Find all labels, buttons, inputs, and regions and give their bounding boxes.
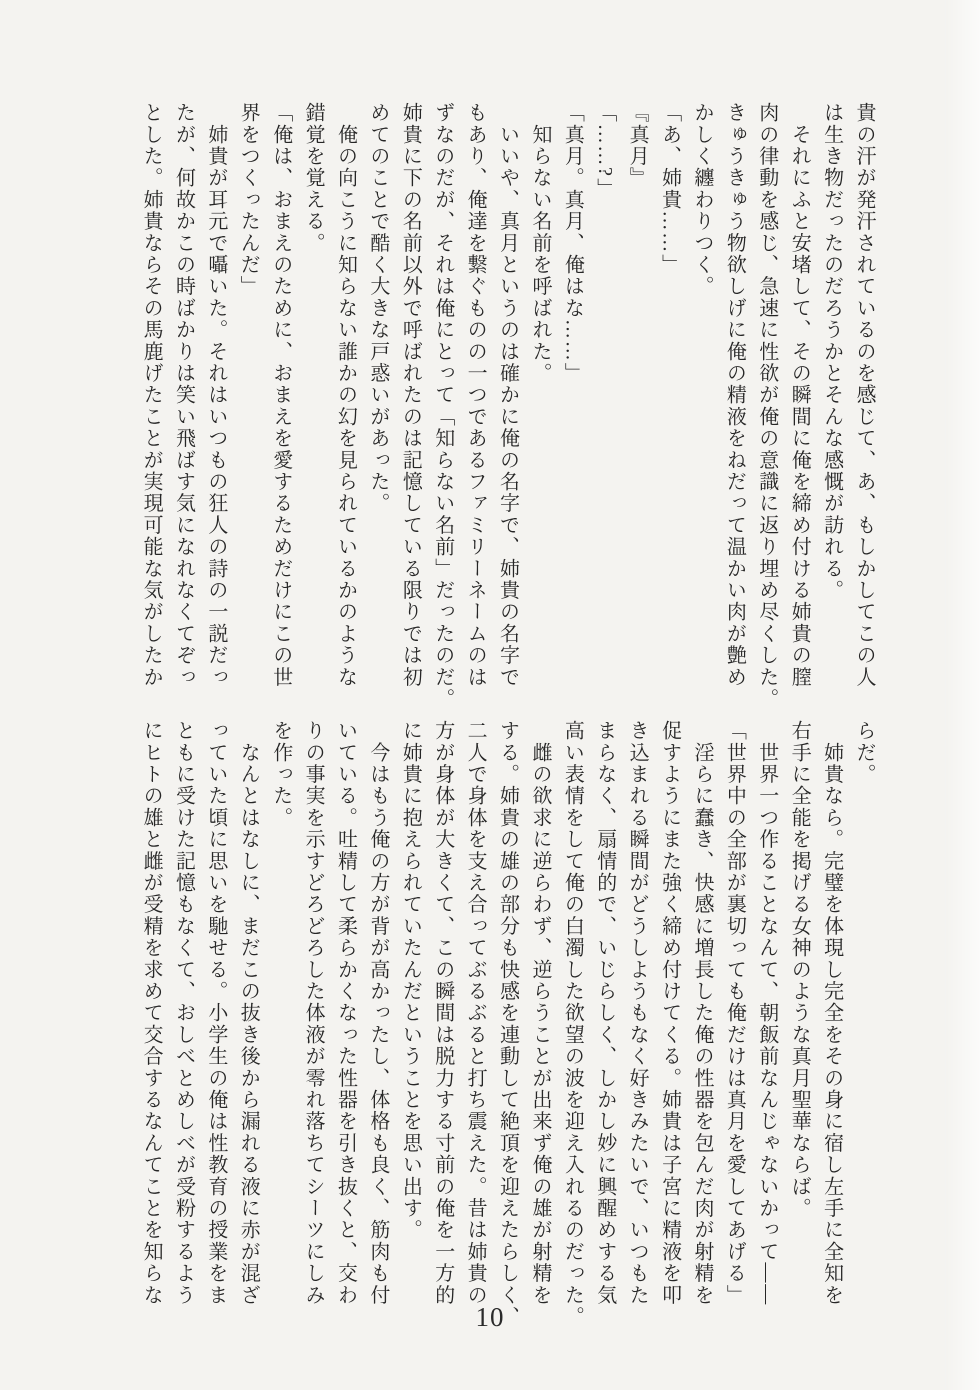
text-column: 「俺は、おまえのために、おまえを愛するためだけにこの世 [269,102,292,688]
text-column: 知らない名前を呼ばれた。 [528,102,551,385]
text-column: 右手に全能を掲げる女神のような真月聖華ならば。 [788,720,811,1220]
text-column: なんとはなしに、まだこの抜き後から漏れる液に赤が混ざ [237,720,260,1306]
text-column: 「あ、姉貴……」 [658,102,681,276]
text-column: ともに受けた記憶もなくて、おしべとめしべが受粉するよう [172,720,195,1306]
text-column: にヒトの雄と雌が受精を求めて交合するなんてことを知らな [140,720,163,1306]
text-column: 肉の律動を感じ、急速に性欲が俺の意識に返り埋め尽くした。 [755,102,778,710]
text-column: 姉貴なら。完璧を体現し完全をその身に宿し左手に全知を [820,720,843,1306]
text-column: 「世界中の全部が裏切っても俺だけは真月を愛してあげる」 [723,720,746,1306]
text-column: する。姉貴の雄の部分も快感を連動して絶頂を迎えたらしく、 [496,720,519,1328]
text-column: いいや、真月というのは確かに俺の名字で、姉貴の名字で [496,102,519,688]
text-column: 俺の向こうに知らない誰かの幻を見られているかのような [334,102,357,688]
text-column: まらなく、扇情的で、いじらしく、しかし妙に興醒めする気 [593,720,616,1306]
text-column: もあり、俺達を繋ぐものの一つであるファミリーネームのは [464,102,487,688]
top-text-block [134,102,880,710]
text-column: 錯覚を覚える。 [302,102,325,254]
text-column: 『真月』 [626,102,649,189]
text-column: それにふと安堵して、その瞬間に俺を締め付ける姉貴の膣 [788,102,811,688]
text-column: 淫らに蠢き、快感に増長した俺の性器を包んだ肉が射精を [690,720,713,1306]
text-column: 二人で身体を支え合ってぶるぶると打ち震えた。昔は姉貴の [464,720,487,1306]
text-column: に姉貴に抱えられていたんだということを思い出す。 [399,720,422,1241]
text-column: ずなのだが、それは俺にとって「知らない名前」だったのだ。 [431,102,454,710]
text-column: 雌の欲求に逆らわず、逆らうことが出来ず俺の雄が射精を [528,720,551,1306]
text-column: 高い表情をして俺の白濁した欲望の波を迎え入れるのだった。 [561,720,584,1328]
text-column: 「……?」 [593,102,616,200]
text-column: りの事実を示すどろどろした体液が零れ落ちてシーツにしみ [302,720,325,1306]
text-column: とした。姉貴ならその馬鹿げたことが実現可能な気がしたか [140,102,163,688]
text-column: 姉貴に下の名前以外で呼ばれたのは記憶している限りでは初 [399,102,422,688]
text-column: らだ。 [853,720,875,786]
text-column: きゅうきゅう物欲しげに俺の精液をねだって温かい肉が艶め [723,102,746,688]
text-column: き込まれる瞬間がどうしようもなく好きみたいで、いつもた [626,720,649,1306]
text-column: を作った。 [269,720,292,829]
page-edge-shading [945,0,980,1390]
text-column: 世界一つ作ることなんて、朝飯前なんじゃないかって―― [755,720,778,1306]
text-column: たが、何故かこの時ばかりは笑い飛ばす気になれなくてぞっ [172,102,195,688]
text-column: は生き物だったのだろうかとそんな感慨が訪れる。 [820,102,843,602]
page-number: 10 [475,1302,505,1332]
text-column: 促すようにまた強く締め付けてくる。姉貴は子宮に精液を叩 [658,720,681,1306]
text-column: 方が身体が大きくて、この瞬間は脱力する寸前の俺を一方的 [431,720,454,1306]
text-column: いている。吐精して柔らかくなった性器を引き抜くと、交わ [334,720,357,1306]
text-column: 今はもう俺の方が背が高かったし、体格も良く、筋肉も付 [366,720,389,1306]
text-column: 「真月。真月、俺はな……」 [561,102,584,385]
text-column: っていた頃に思いを馳せる。小学生の俺は性教育の授業をま [204,720,227,1306]
text-column: 界をつくったんだ」 [237,102,260,298]
text-column: 姉貴が耳元で囁いた。それはいつもの狂人の詩の一説だっ [204,102,227,688]
text-column: 貴の汗が発汗されているのを感じて、あ、もしかしてこの人 [853,102,875,688]
text-column: めてのことで酷く大きな戸惑いがあった。 [366,102,389,515]
text-column: かしく纏わりつく。 [690,102,713,298]
